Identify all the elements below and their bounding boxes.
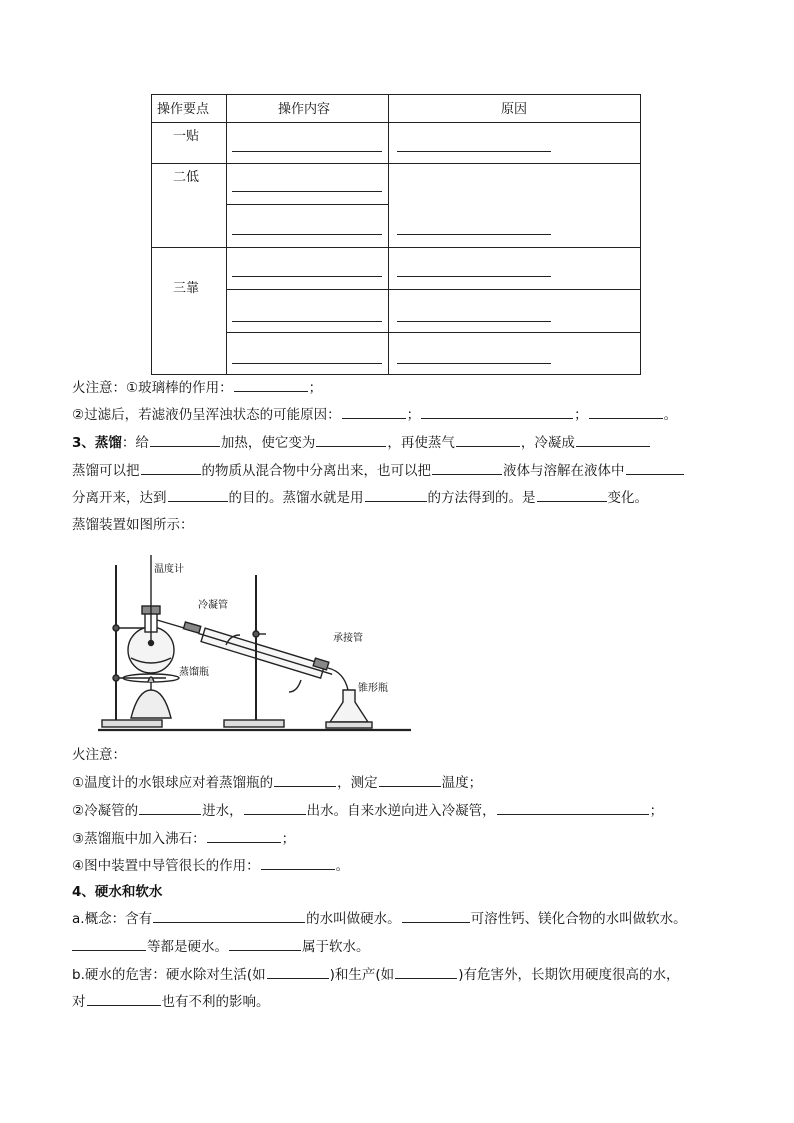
header-key-points: 操作要点 (157, 102, 210, 117)
note-thermometer: ①温度计的水银球应对着蒸馏瓶的 ，测定 温度； (72, 772, 482, 793)
answer-blank[interactable] (232, 363, 382, 364)
distill-line-3: 分离开来，达到 的目的。蒸馏水就是用 的方法得到的。是 变化。 (72, 487, 648, 508)
answer-blank[interactable] (232, 191, 382, 192)
distillation-apparatus-figure (96, 550, 416, 735)
answer-blank[interactable] (432, 460, 502, 475)
filtration-table (151, 94, 641, 375)
notes-title: 火注意： (72, 747, 126, 763)
note-turbid-filtrate: ②过滤后，若滤液仍呈浑浊状态的可能原因： ； ； 。 (72, 404, 677, 425)
hardwater-harm-cont: 对 也有不利的影响。 (72, 991, 270, 1012)
section-heading: 4、硬水和软水 (72, 884, 163, 900)
note-glass-rod: 火注意：①玻璃棒的作用： ； (72, 377, 322, 398)
answer-blank[interactable] (395, 964, 457, 979)
label-adapter: 承接管 (333, 633, 363, 644)
hardwater-examples: 等都是硬水。 属于软水。 (72, 936, 370, 957)
distill-line-1: 3、蒸馏：给 加热，使它变为 ，再使蒸气 ，冷凝成 (72, 432, 651, 453)
answer-blank[interactable] (267, 964, 329, 979)
answer-blank[interactable] (261, 855, 335, 870)
answer-blank[interactable] (72, 936, 146, 951)
answer-blank[interactable] (207, 828, 281, 843)
note-condenser-water: ②冷凝管的 进水， 出水。自来水逆向进入冷凝管， ； (72, 800, 663, 821)
answer-blank[interactable] (229, 936, 301, 951)
row-label-three: 三靠 (173, 281, 200, 296)
answer-blank[interactable] (365, 487, 427, 502)
answer-blank[interactable] (153, 908, 305, 923)
header-content: 操作内容 (278, 102, 331, 117)
answer-blank[interactable] (421, 404, 573, 419)
answer-blank[interactable] (397, 234, 551, 235)
label-conical-flask: 锥形瓶 (358, 683, 388, 694)
row-label-one: 一贴 (173, 129, 200, 144)
answer-blank[interactable] (342, 404, 406, 419)
answer-blank[interactable] (402, 908, 470, 923)
answer-blank[interactable] (274, 772, 336, 787)
hardwater-concept: a.概念：含有 的水叫做硬水。 可溶性钙、镁化合物的水叫做软水。 (72, 908, 687, 929)
answer-blank[interactable] (244, 800, 306, 815)
note-long-tube: ④图中装置中导管很长的作用： 。 (72, 855, 349, 876)
answer-blank[interactable] (626, 460, 684, 475)
answer-blank[interactable] (397, 276, 551, 277)
header-reason: 原因 (501, 102, 528, 117)
answer-blank[interactable] (497, 800, 649, 815)
answer-blank[interactable] (576, 432, 650, 447)
answer-blank[interactable] (537, 487, 607, 502)
figure-caption: 蒸馏装置如图所示： (72, 517, 194, 533)
answer-blank[interactable] (139, 800, 201, 815)
answer-blank[interactable] (87, 991, 161, 1006)
answer-blank[interactable] (397, 151, 551, 152)
answer-blank[interactable] (232, 276, 382, 277)
answer-blank[interactable] (379, 772, 441, 787)
answer-blank[interactable] (397, 363, 551, 364)
row-label-two: 二低 (173, 170, 200, 185)
answer-blank[interactable] (150, 432, 220, 447)
label-thermometer: 温度计 (154, 564, 184, 575)
answer-blank[interactable] (234, 377, 308, 392)
answer-blank[interactable] (141, 460, 201, 475)
answer-blank[interactable] (589, 404, 663, 419)
label-condenser: 冷凝管 (198, 600, 228, 611)
note-boiling-chips: ③蒸馏瓶中加入沸石： ； (72, 828, 295, 849)
answer-blank[interactable] (456, 432, 520, 447)
answer-blank[interactable] (397, 321, 551, 322)
answer-blank[interactable] (232, 151, 382, 152)
answer-blank[interactable] (232, 321, 382, 322)
answer-blank[interactable] (168, 487, 228, 502)
hardwater-harm: b.硬水的危害：硬水除对生活(如 )和生产(如 )有危害外，长期饮用硬度很高的水， (72, 964, 679, 985)
answer-blank[interactable] (316, 432, 386, 447)
label-distilling-flask: 蒸馏瓶 (179, 667, 209, 678)
distill-line-2: 蒸馏可以把 的物质从混合物中分离出来，也可以把 液体与溶解在液体中 (72, 460, 685, 481)
section-heading: 3、蒸馏 (72, 435, 122, 451)
answer-blank[interactable] (232, 234, 382, 235)
